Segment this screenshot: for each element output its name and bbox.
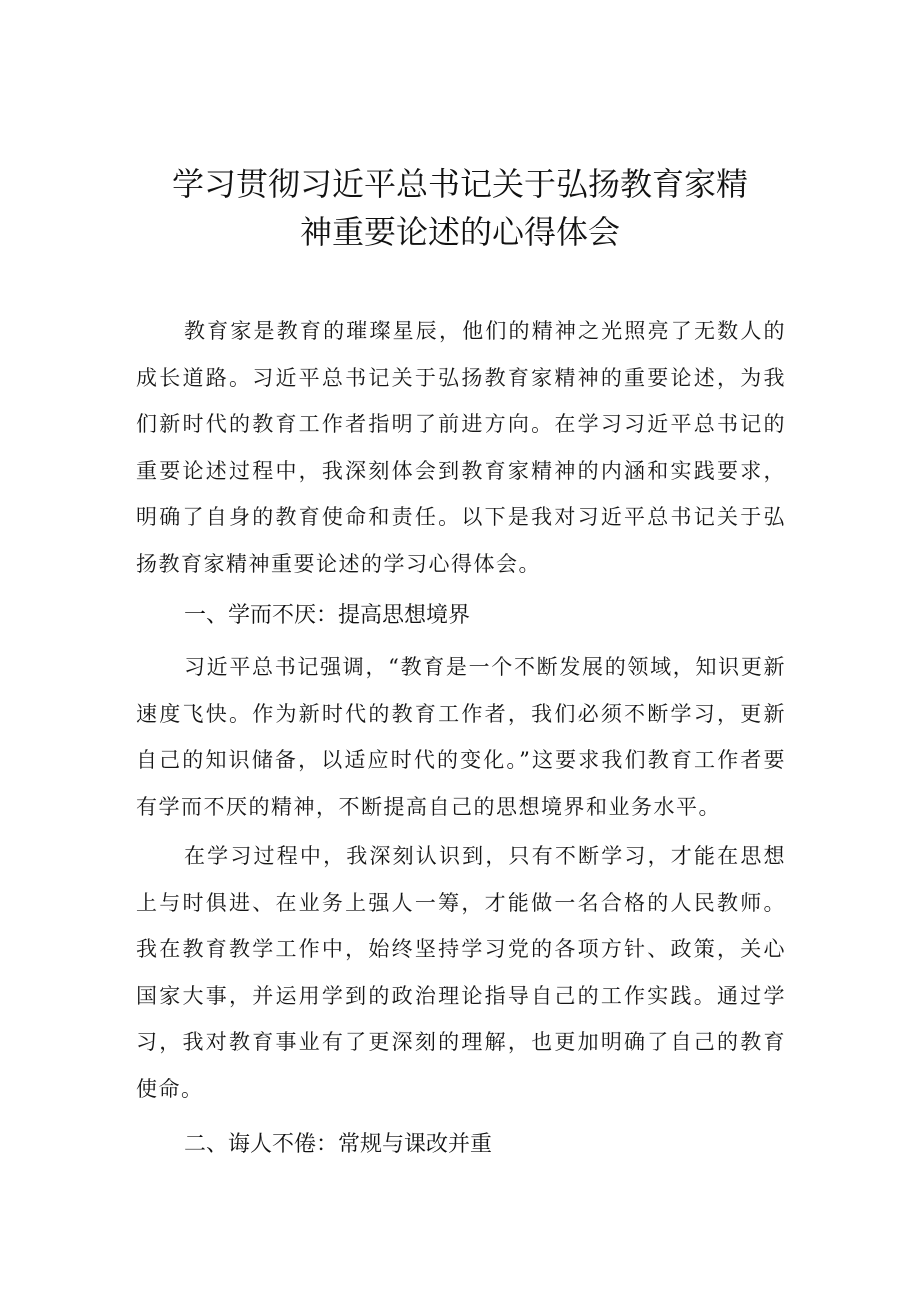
- section-heading-2: 二、诲人不倦：常规与课改并重: [184, 1132, 493, 1157]
- section-1-paragraph-2: 在学习过程中，我深刻认识到，只有不断学习，才能在思想上与时俱进、在业务上强人一筹，才能做一名合格的人民教师。我在教育教学工作中，始终坚持学习党的各项方针、政策，关心国家大事，并运用学到的政治理论指导自己的工作实践。通过学习，我对教育事业有了更深刻的理解，也更加明确了自己的教育使命。: [136, 844, 786, 1101]
- intro-paragraph: 教育家是教育的璀璨星辰，他们的精神之光照亮了无数人的成长道路。习近平总书记关于弘扬教育家精神的重要论述，为我们新时代的教育工作者指明了前进方向。在学习习近平总书记的重要论述过程中，我深刻体会到教育家精神的内涵和实践要求，明确了自身的教育使命和责任。以下是我对习近平总书记关于弘扬教育家精神重要论述的学习心得体会。: [136, 319, 786, 576]
- section-heading-1: 一、学而不厌：提高思想境界: [184, 603, 471, 628]
- title-line-1: 学习贯彻习近平总书记关于弘扬教育家精: [171, 165, 748, 203]
- section-1-paragraph-1: 习近平总书记强调，“教育是一个不断发展的领域，知识更新速度飞快。作为新时代的教育工作者，我们必须不断学习，更新自己的知识储备，以适应时代的变化。”这要求我们教育工作者要有学而不厌的精神，不断提高自己的思想境界和业务水平。: [136, 655, 786, 819]
- document-title: [120, 160, 800, 256]
- title-line-2: 神重要论述的心得体会: [299, 213, 620, 251]
